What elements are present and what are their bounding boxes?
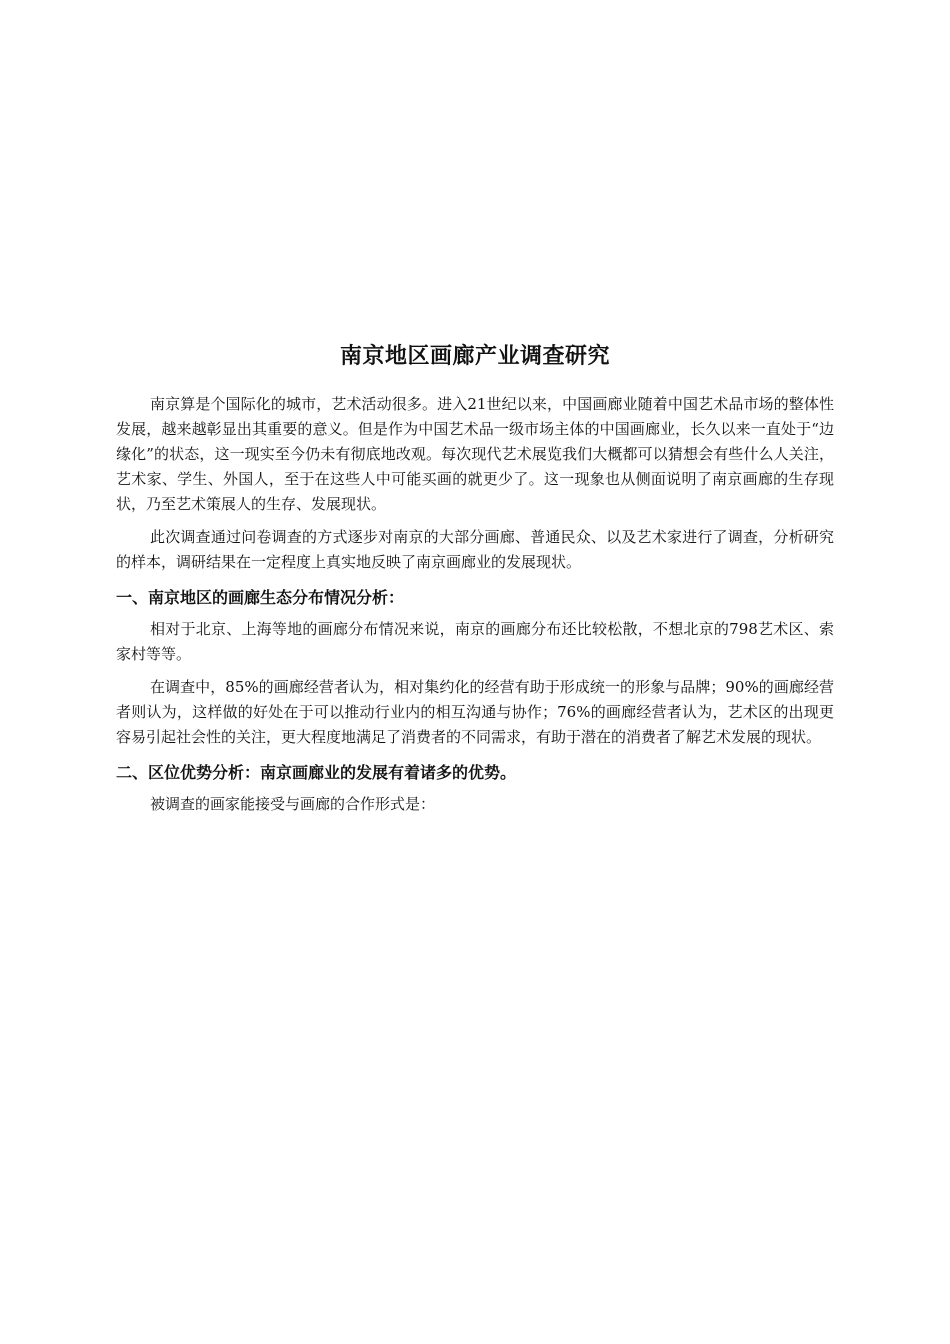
intro-paragraph-1: 南京算是个国际化的城市，艺术活动很多。进入21世纪以来，中国画廊业随着中国艺术品市场的整体性发展，越来越彰显出其重要的意义。但是作为中国艺术品一级市场主体的中国画廊业，长久以来一直处于“边缘化”的状态，这一现实至今仍未有彻底地改观。每次现代艺术展览我们大概都可以猜想会有些什么人关注，艺术家、学生、外国人，至于在这些人中可能买画的就更少了。这一现象也从侧面说明了南京画廊的生存现状，乃至艺术策展人的生存、发展现状。 [116, 395, 834, 513]
section-1-heading: 一、南京地区的画廊生态分布情况分析： [116, 588, 405, 607]
section-1-paragraph-2: 在调查中，85%的画廊经营者认为，相对集约化的经营有助于形成统一的形象与品牌；90%的画廊经营者则认为，这样做的好处在于可以推动行业内的相互沟通与协作；76%的画廊经营者认为，艺术区的出现更容易引起社会性的关注，更大程度地满足了消费者的不同需求，有助于潜在的消费者了解艺术发展的现状。 [116, 678, 834, 746]
document-title: 南京地区画廊产业调查研究 [339, 344, 610, 369]
section-1-paragraph-1: 相对于北京、上海等地的画廊分布情况来说，南京的画廊分布还比较松散，不想北京的798艺术区、索家村等等。 [116, 620, 834, 663]
section-2-paragraph-1: 被调查的画家能接受与画廊的合作形式是： [150, 795, 436, 813]
document-body [116, 392, 834, 817]
intro-paragraph-2: 此次调查通过问卷调查的方式逐步对南京的大部分画廊、普通民众、以及艺术家进行了调查，分析研究的样本，调研结果在一定程度上真实地反映了南京画廊业的发展现状。 [116, 528, 834, 571]
section-2-heading: 二、区位优势分析：南京画廊业的发展有着诸多的优势。 [116, 763, 517, 782]
